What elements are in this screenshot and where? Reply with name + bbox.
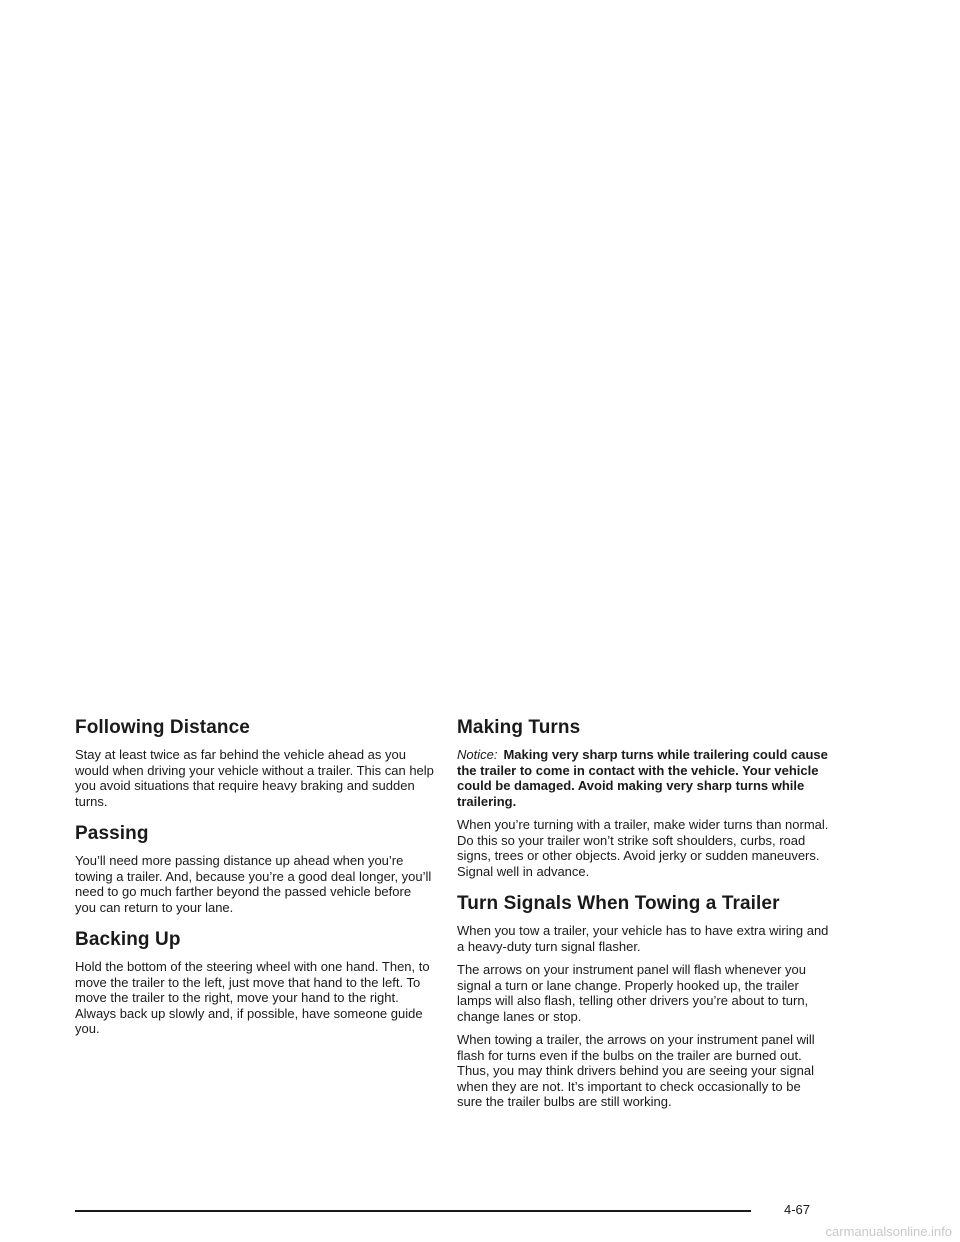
heading-turn-signals: Turn Signals When Towing a Trailer: [457, 893, 780, 914]
right-column: [457, 716, 829, 1123]
paragraph-turn-signals-3: When towing a trailer, the arrows on your instrument panel will flash for turns even if the bulbs on the trailer are burned out. Thus, you may think drivers behind you are seeing your signal when they are not. It’s important to check occasionally to be sure the trailer bulbs are still working.: [457, 1032, 815, 1109]
section-backing-up: [75, 928, 435, 1037]
heading-backing-up: Backing Up: [75, 929, 181, 950]
heading-making-turns: Making Turns: [457, 717, 581, 738]
heading-passing: Passing: [75, 823, 149, 844]
notice-body: Making very sharp turns while trailering could cause the trailer to come in contact with the vehicle. Your vehicle could be damaged. Avoid making very sharp turns while trailering.: [457, 747, 828, 809]
section-turn-signals: [457, 892, 829, 1110]
paragraph-turn-signals-1: When you tow a trailer, your vehicle has to have extra wiring and a heavy-duty turn signal flasher.: [457, 923, 829, 954]
paragraph-passing: You’ll need more passing distance up ahead when you’re towing a trailer. And, because you’re a good deal longer, you’ll need to go much farther beyond the passed vehicle before you can return to your lane.: [75, 853, 432, 915]
left-column: [75, 716, 435, 1050]
section-passing: [75, 822, 435, 915]
notice-paragraph: [457, 747, 829, 809]
paragraph-following-distance: Stay at least twice as far behind the vehicle ahead as you would when driving your vehicle without a trailer. This can help you avoid situations that require heavy braking and sudden turns.: [75, 747, 434, 809]
section-following-distance: [75, 716, 435, 809]
watermark: carmanualsonline.info: [825, 1224, 952, 1239]
paragraph-backing-up: Hold the bottom of the steering wheel with one hand. Then, to move the trailer to the left, just move that hand to the left. To move the trailer to the right, move your hand to the right. Always back up slowly and, if possible, have someone guide you.: [75, 959, 430, 1036]
paragraph-turn-signals-2: The arrows on your instrument panel will flash whenever you signal a turn or lane change. Properly hooked up, the trailer lamps will also flash, telling other drivers you’re about to turn, change lanes or stop.: [457, 962, 809, 1024]
section-making-turns: [457, 716, 829, 879]
paragraph-making-turns: When you’re turning with a trailer, make wider turns than normal. Do this so your trailer won’t strike soft shoulders, curbs, road signs, trees or other objects. Avoid jerky or sudden maneuvers. Signal well in advance.: [457, 817, 829, 879]
heading-following-distance: Following Distance: [75, 717, 250, 738]
footer-rule: [75, 1210, 751, 1212]
page-number: 4-67: [784, 1202, 811, 1217]
notice-label: Notice:: [457, 747, 498, 762]
